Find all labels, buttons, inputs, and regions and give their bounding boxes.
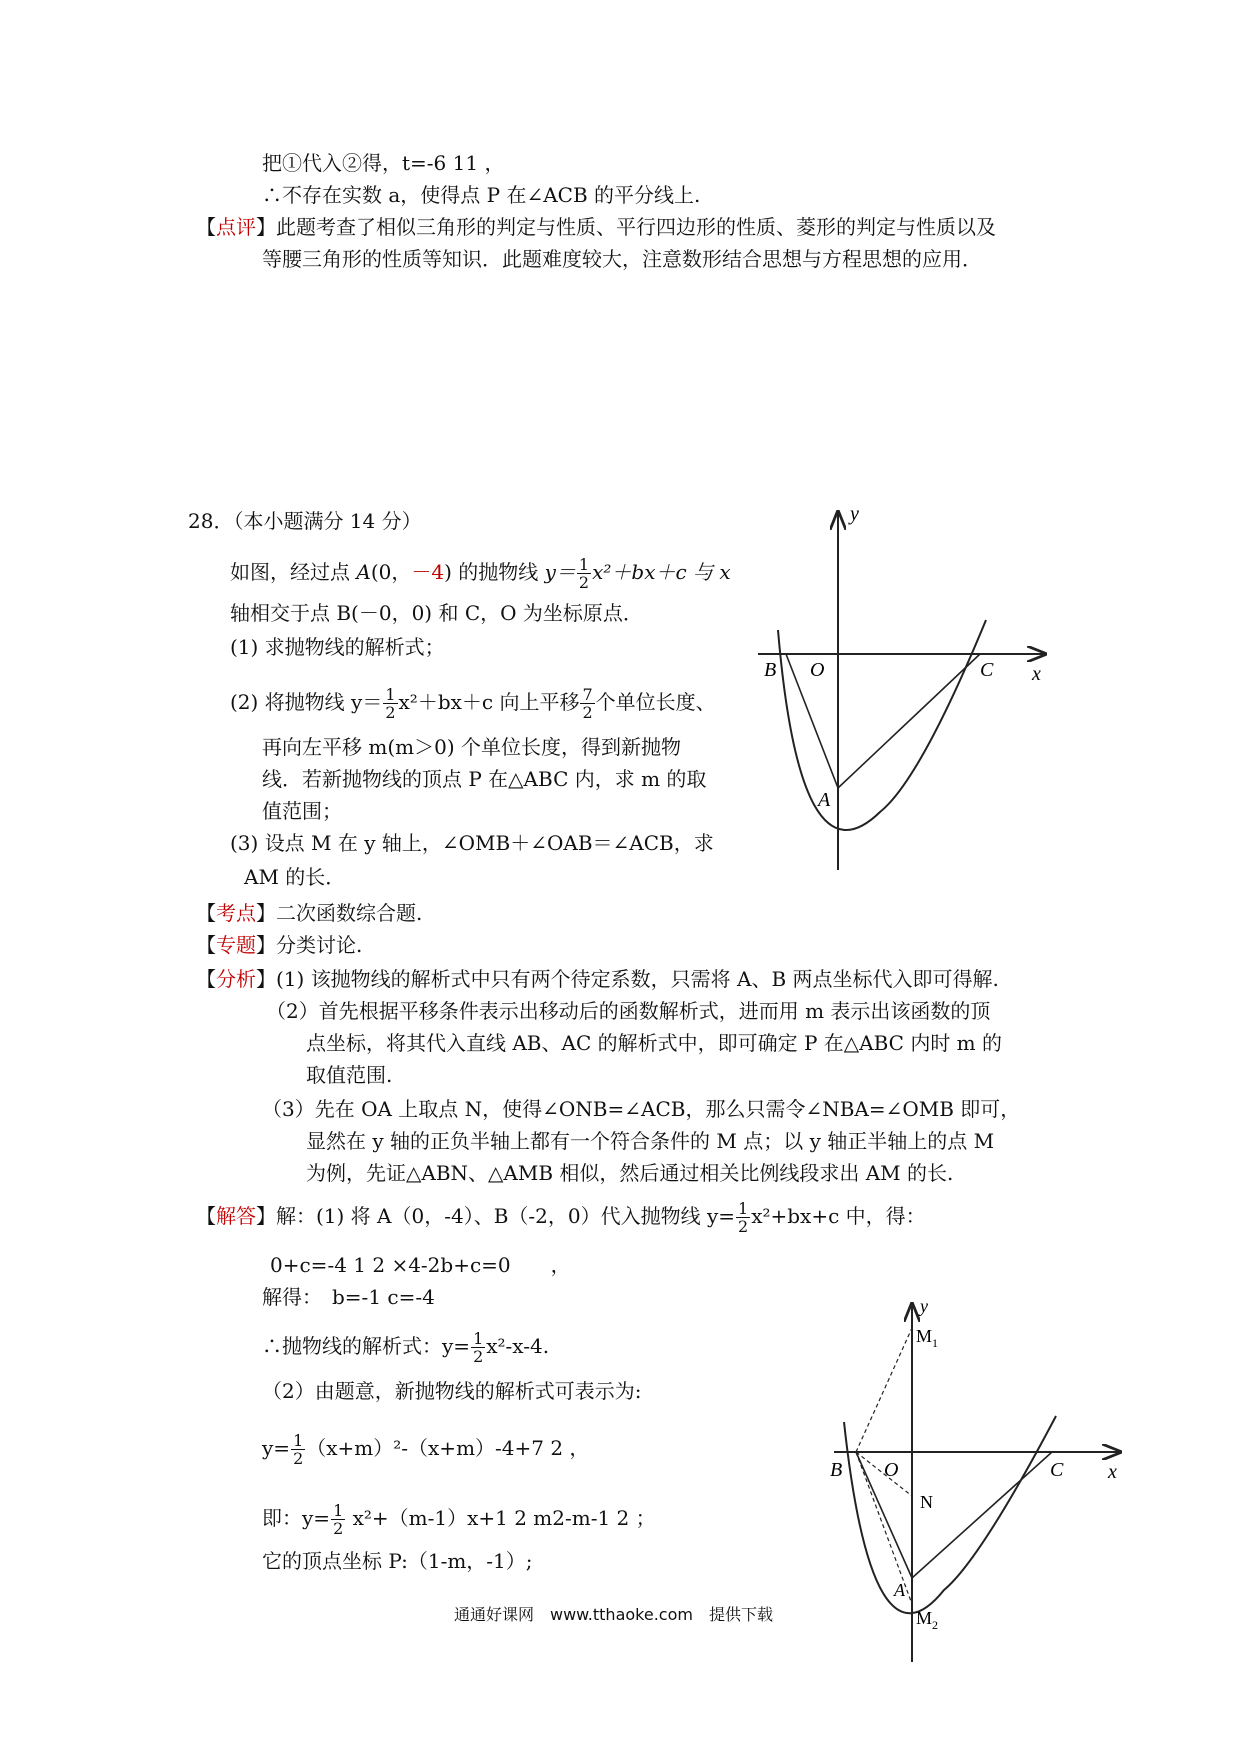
comment-text: 此题考查了相似三角形的判定与性质、平行四边形的性质、菱形的判定与性质以及 xyxy=(276,215,996,239)
fraction: $\frac{1}{2}$ xyxy=(738,1199,749,1236)
fraction: $\frac{1}{2}$ xyxy=(293,1431,304,1468)
question-line-5: 再向左平移 m(m＞0) 个单位长度，得到新抛物 xyxy=(262,735,681,759)
question-line-7: 值范围； xyxy=(262,799,342,823)
analysis-line-7: 为例，先证△ABN、△AMB 相似，然后通过相关比例线段求出 AM 的长. xyxy=(306,1161,954,1185)
parabola-curve xyxy=(844,1416,1056,1613)
segment-ac xyxy=(838,654,980,788)
analysis-line-3: 点坐标，将其代入直线 AB、AC 的解析式中，即可确定 P 在△ABC 内时 m 的 xyxy=(306,1031,1003,1055)
question-part-1: (1) 求抛物线的解析式； xyxy=(230,635,445,659)
comment-tag: 【点评】 xyxy=(196,215,276,239)
answer-vertex: 它的顶点坐标 P:（1-m，-1）; xyxy=(262,1549,533,1573)
answer-solve: 解得： b=-1 c=-4 xyxy=(262,1285,435,1309)
question-line-1: 如图，经过点 A(0，－4) 的抛物线 y＝ $\frac{1}{2}$ x²＋bx＋c 与 x xyxy=(230,555,731,592)
question-line-9: AM 的长． xyxy=(244,865,346,889)
analysis-line-1: 【分析】(1) 该抛物线的解析式中只有两个待定系数，只需将 A、B 两点坐标代入即可得解. xyxy=(196,967,999,991)
parabola-figure-1 xyxy=(740,500,1060,880)
fraction: $\frac{1}{2}$ xyxy=(473,1329,484,1366)
y-label: y xyxy=(920,1296,928,1316)
conclusion-line: ∴不存在实数 a，使得点 P 在∠ACB 的平分线上. xyxy=(262,183,701,207)
question-line-2: 轴相交于点 B(－0，0) 和 C，O 为坐标原点． xyxy=(230,601,643,625)
parabola-curve xyxy=(778,620,986,830)
fraction: $\frac{1}{2}$ xyxy=(333,1501,344,1538)
analysis-line-2: （2）首先根据平移条件表示出移动后的函数解析式，进而用 m 表示出该函数的顶 xyxy=(266,999,991,1023)
m2-label: $M_2$ xyxy=(916,1608,939,1632)
point-o-label: O xyxy=(884,1459,899,1481)
parabola-figure-2 xyxy=(820,1290,1140,1690)
comment-line xyxy=(196,214,996,240)
zhuanti-line: 【专题】分类讨论. xyxy=(196,933,363,957)
y-label: y xyxy=(850,503,859,525)
answer-expanded: 即：y= $\frac{1}{2}$ x²+（m-1）x+1 2 m2-m-1 2 ； xyxy=(262,1501,656,1538)
point-o-label: O xyxy=(810,659,825,681)
fraction: $\frac{7}{2}$ xyxy=(582,685,593,722)
footer-text: 通通好课网 www.tthaoke.com 提供下载 xyxy=(454,1605,773,1624)
analysis-line-5: （3）先在 OA 上取点 N，使得∠ONB=∠ACB，那么只需令∠NBA=∠OMB 即可， xyxy=(262,1097,1021,1121)
answer-line-1: 【解答】解：(1) 将 A（0，-4）、B（-2，0）代入抛物线 y= $\frac{1}{2}$ x²+bx+c 中，得： xyxy=(196,1199,926,1236)
x-label: x xyxy=(1108,1461,1117,1483)
question-line-6: 线．若新抛物线的顶点 P 在△ABC 内，求 m 的取 xyxy=(262,767,707,791)
segment-ac xyxy=(912,1452,1052,1578)
question-header: 28．（本小题满分 14 分） xyxy=(188,509,422,533)
kaodian-line: 【考点】二次函数综合题. xyxy=(196,901,423,925)
question-part-2: (2) 将抛物线 y＝ $\frac{1}{2}$ x²＋bx＋c 向上平移 $\frac{7}{2}$ 个单位长度、 xyxy=(230,685,716,722)
segment-bm1 xyxy=(856,1328,912,1452)
point-b-label: B xyxy=(830,1459,843,1481)
point-c-label: C xyxy=(1050,1459,1064,1481)
answer-parabola: ∴抛物线的解析式：y= $\frac{1}{2}$ x²-x-4. xyxy=(262,1329,550,1366)
question-part-3: (3) 设点 M 在 y 轴上，∠OMB＋∠OAB＝∠ACB，求 xyxy=(230,831,714,855)
point-n-label: N xyxy=(920,1492,933,1512)
point-a-label: A xyxy=(894,1580,905,1600)
analysis-line-6: 显然在 y 轴的正负半轴上都有一个符合条件的 M 点；以 y 轴正半轴上的点 M xyxy=(306,1129,995,1153)
comment-line-2: 等腰三角形的性质等知识．此题难度较大，注意数形结合思想与方程思想的应用． xyxy=(262,247,982,271)
analysis-line-4: 取值范围. xyxy=(306,1063,393,1087)
answer-system: 0+c=-4 1 2 ×4-2b+c=0 ， xyxy=(270,1253,571,1277)
solution-line: 把①代入②得，t=-6 11 ， xyxy=(262,151,505,175)
point-b-label: B xyxy=(764,659,777,681)
point-c-label: C xyxy=(980,659,994,681)
answer-new-parabola: y= $\frac{1}{2}$ （x+m）²-（x+m）-4+7 2 ， xyxy=(262,1431,590,1468)
fraction: $\frac{1}{2}$ xyxy=(385,685,396,722)
answer-part-2: （2）由题意，新抛物线的解析式可表示为: xyxy=(262,1379,642,1403)
fraction: $\frac{1}{2}$ xyxy=(578,555,590,592)
m1-label: $M_1$ xyxy=(916,1326,939,1350)
point-a-label: A xyxy=(818,789,831,811)
x-label: x xyxy=(1032,663,1041,685)
